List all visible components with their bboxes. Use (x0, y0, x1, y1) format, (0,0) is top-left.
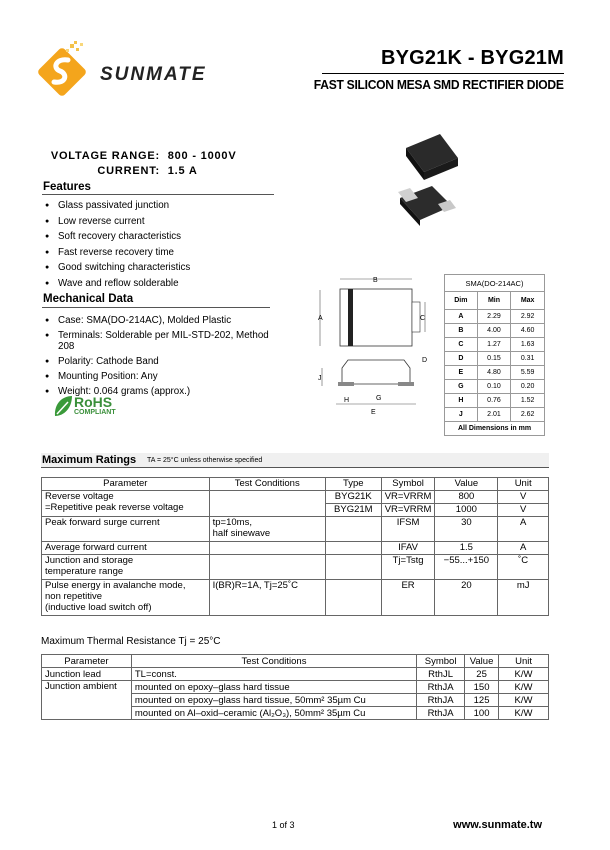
dim-cell: 4.00 (477, 324, 511, 338)
symbol-cell: VR=VRRM (381, 491, 435, 504)
table-row (445, 338, 545, 352)
page-number: 1 of 3 (272, 820, 295, 830)
column-header: Test Conditions (131, 655, 416, 668)
dimension-table (444, 274, 545, 436)
logo-mark-icon (38, 41, 87, 96)
list-item: ● Mounting Position: Any (44, 371, 274, 382)
dim-cell: 5.59 (511, 366, 545, 380)
symbol-cell: RthJL (417, 668, 465, 681)
param-cell: Junction and storage temperature range (42, 555, 210, 580)
table-row (445, 352, 545, 366)
list-item: ● Polarity: Cathode Band (44, 356, 274, 367)
dimension-caption: SMA(DO-214AC) (445, 275, 545, 292)
list-item: ● Soft recovery characteristics (44, 229, 190, 245)
column-header: Unit (499, 655, 549, 668)
mechanical-list (44, 315, 274, 397)
dim-cell: C (445, 338, 478, 352)
title-divider (322, 73, 564, 74)
symbol-cell: RthJA (417, 694, 465, 707)
value-cell: 150 (465, 681, 499, 694)
condition-cell: TL=const. (131, 668, 416, 681)
dim-cell: 0.76 (477, 394, 511, 408)
param-cell: Junction ambient (42, 681, 132, 720)
dim-cell: E (445, 366, 478, 380)
type-cell: BYG21M (325, 504, 381, 517)
param-cell: Average forward current (42, 542, 210, 555)
table-row (445, 310, 545, 324)
package-drawing (316, 274, 438, 425)
unit-cell: K/W (499, 707, 549, 720)
param-cell: Reverse voltage =Repetitive peak reverse voltage (42, 491, 210, 517)
unit-cell: A (498, 542, 549, 555)
table-row (445, 394, 545, 408)
table-row (42, 580, 549, 616)
features-divider (42, 194, 274, 195)
list-item: ● Fast reverse recovery time (44, 245, 190, 261)
symbol-cell: ER (381, 580, 435, 616)
dim-header: Dim (445, 292, 478, 310)
value-cell: 800 (435, 491, 498, 504)
thermal-title: Maximum Thermal Resistance Tj = 25°C (41, 636, 221, 647)
value-cell: 1000 (435, 504, 498, 517)
param-cell: Junction lead (42, 668, 132, 681)
dim-cell: 0.10 (477, 380, 511, 394)
unit-cell: V (498, 491, 549, 504)
dim-label-d: D (422, 357, 428, 364)
max-ratings-table (41, 477, 549, 616)
sunmate-logo (38, 40, 258, 96)
value-cell: 100 (465, 707, 499, 720)
unit-cell: ˚C (498, 555, 549, 580)
dim-cell: A (445, 310, 478, 324)
dim-cell: G (445, 380, 478, 394)
unit-cell: mJ (498, 580, 549, 616)
dim-cell: 0.20 (511, 380, 545, 394)
column-header: Type (325, 478, 381, 491)
dim-label-g: G (376, 395, 382, 402)
column-header: Symbol (381, 478, 435, 491)
column-header: Unit (498, 478, 549, 491)
column-header: Test Conditions (209, 478, 325, 491)
table-row (42, 681, 549, 694)
table-row (42, 555, 549, 580)
column-header: Value (435, 478, 498, 491)
website-link[interactable]: www.sunmate.tw (453, 819, 542, 831)
table-row (42, 491, 549, 504)
value-cell: 25 (465, 668, 499, 681)
dim-label-e: E (371, 409, 376, 416)
voltage-range-label: VOLTAGE RANGE: (50, 150, 160, 162)
rohs-sub: COMPLIANT (74, 409, 116, 416)
current-label: CURRENT: (97, 165, 160, 177)
thermal-table (41, 654, 549, 720)
mechanical-divider (42, 307, 270, 308)
dim-label-c: C (420, 315, 426, 322)
dim-cell: 2.62 (511, 408, 545, 422)
table-row (42, 517, 549, 542)
dim-cell: 4.80 (477, 366, 511, 380)
ratings-summary (44, 149, 236, 179)
logo-text: SUNMATE (100, 64, 207, 85)
condition-cell: I(BR)R=1A, Tj=25˚C (209, 580, 325, 616)
list-item: ● Weight: 0.064 grams (approx.) (44, 386, 274, 397)
unit-cell: K/W (499, 681, 549, 694)
list-item: ● Low reverse current (44, 214, 190, 230)
value-cell: −55...+150 (435, 555, 498, 580)
dim-cell: H (445, 394, 478, 408)
voltage-range-value: 800 - 1000V (167, 150, 237, 162)
dim-header: Max (511, 292, 545, 310)
dim-cell: B (445, 324, 478, 338)
dim-header: Min (477, 292, 511, 310)
symbol-cell: RthJA (417, 707, 465, 720)
value-cell: 125 (465, 694, 499, 707)
table-row (42, 668, 549, 681)
column-header: Parameter (42, 478, 210, 491)
condition-cell: mounted on epoxy–glass hard tissue, 50mm² 35µm Cu (131, 694, 416, 707)
dim-cell: 1.27 (477, 338, 511, 352)
dim-cell: 1.52 (511, 394, 545, 408)
dim-label-b: B (373, 277, 378, 284)
table-row (42, 542, 549, 555)
type-cell: BYG21K (325, 491, 381, 504)
param-cell: Peak forward surge current (42, 517, 210, 542)
dim-label-j: J (318, 375, 322, 382)
leaf-icon (52, 394, 74, 418)
column-header: Parameter (42, 655, 132, 668)
condition-cell: tp=10ms, half sinewave (209, 517, 325, 542)
rohs-text: RoHS (74, 394, 113, 410)
features-title: Features (43, 181, 91, 193)
symbol-cell: Tj=Tstg (381, 555, 435, 580)
condition-cell: mounted on Al–oxid–ceramic (Al₂O₃), 50mm² 35µm Cu (131, 707, 416, 720)
unit-cell: V (498, 504, 549, 517)
unit-cell: K/W (499, 694, 549, 707)
dim-cell: 2.29 (477, 310, 511, 324)
value-cell: 20 (435, 580, 498, 616)
table-row (445, 408, 545, 422)
max-ratings-divider (41, 467, 549, 468)
table-row (445, 380, 545, 394)
part-title: BYG21K - BYG21M (380, 47, 564, 69)
column-header: Value (465, 655, 499, 668)
dim-cell: 2.92 (511, 310, 545, 324)
dim-cell: D (445, 352, 478, 366)
param-cell: Pulse energy in avalanche mode, non repetitive (inductive load switch off) (42, 580, 210, 616)
current-value: 1.5 A (167, 165, 198, 177)
list-item: ● Case: SMA(DO-214AC), Molded Plastic (44, 315, 274, 326)
value-cell: 1.5 (435, 542, 498, 555)
dim-cell: J (445, 408, 478, 422)
symbol-cell: IFSM (381, 517, 435, 542)
dim-cell: 1.63 (511, 338, 545, 352)
value-cell: 30 (435, 517, 498, 542)
dim-cell: 2.01 (477, 408, 511, 422)
dim-cell: 0.31 (511, 352, 545, 366)
max-ratings-title: Maximum Ratings (42, 454, 137, 466)
column-header: Symbol (417, 655, 465, 668)
rohs-badge (52, 394, 132, 422)
symbol-cell: RthJA (417, 681, 465, 694)
dim-cell: 4.60 (511, 324, 545, 338)
mechanical-title: Mechanical Data (43, 293, 134, 305)
dimension-footer: All Dimensions in mm (445, 422, 545, 436)
list-item: ● Glass passivated junction (44, 198, 190, 214)
dim-cell: 0.15 (477, 352, 511, 366)
part-subtitle: FAST SILICON MESA SMD RECTIFIER DIODE (314, 77, 564, 92)
features-list (44, 198, 190, 291)
list-item: ● Terminals: Solderable per MIL-STD-202, Method 208 (44, 330, 274, 352)
symbol-cell: IFAV (381, 542, 435, 555)
table-row (445, 366, 545, 380)
list-item: ● Wave and reflow solderable (44, 276, 190, 292)
package-photo (396, 128, 466, 233)
dim-label-h: H (344, 397, 350, 404)
list-item: ● Good switching characteristics (44, 260, 190, 276)
max-ratings-note: TA = 25°C unless otherwise specified (147, 457, 263, 464)
unit-cell: A (498, 517, 549, 542)
symbol-cell: VR=VRRM (381, 504, 435, 517)
unit-cell: K/W (499, 668, 549, 681)
condition-cell: mounted on epoxy–glass hard tissue (131, 681, 416, 694)
table-row (445, 324, 545, 338)
dim-label-a: A (318, 315, 323, 322)
